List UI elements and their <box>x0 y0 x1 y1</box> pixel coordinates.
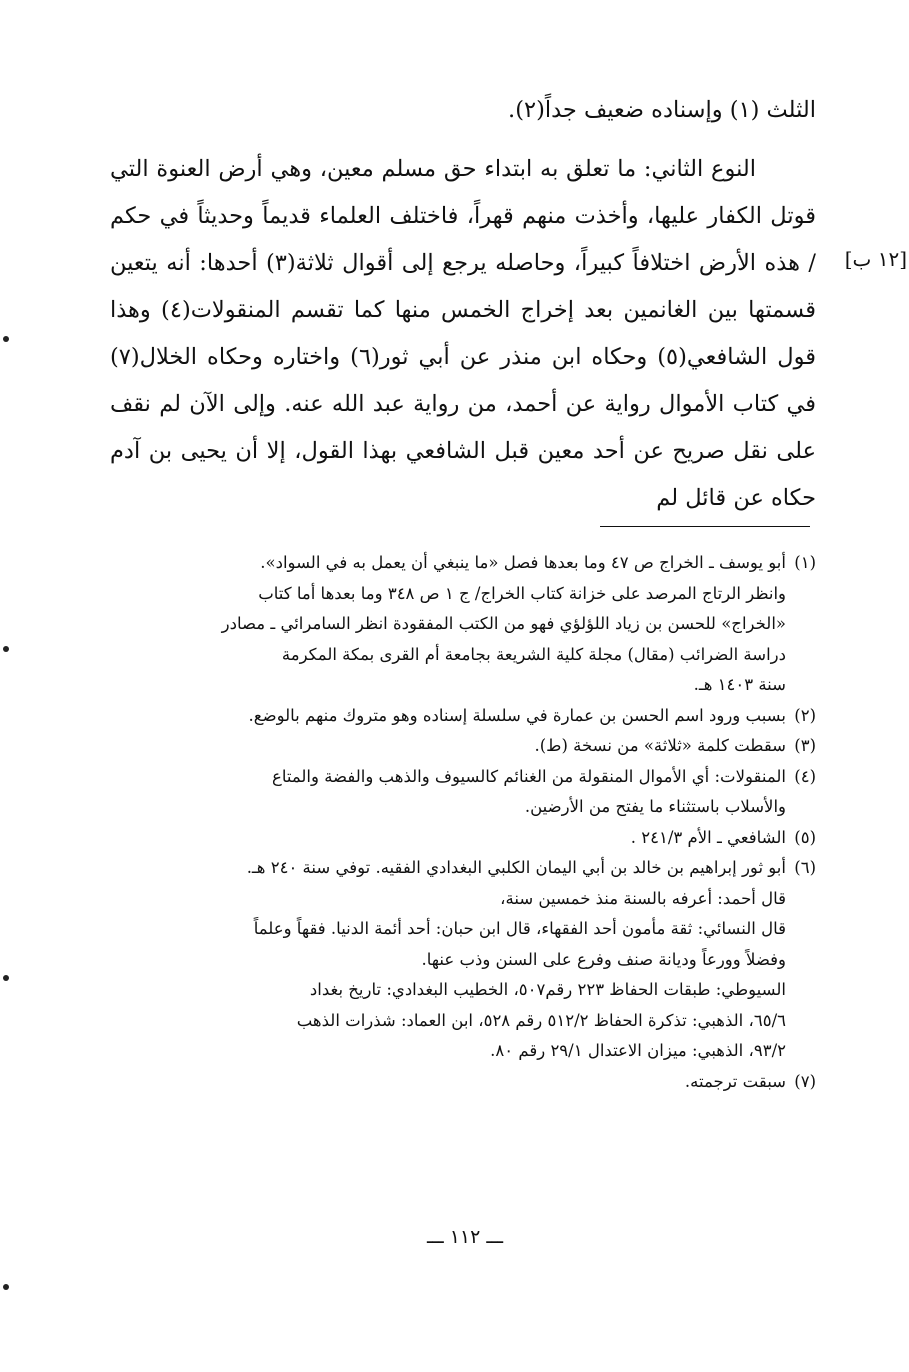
footnote-text <box>112 853 786 1067</box>
footnote <box>112 548 816 701</box>
footnote-text <box>112 1067 786 1098</box>
footnote <box>112 731 816 762</box>
main-text <box>110 88 816 522</box>
footnote <box>112 853 816 1067</box>
footnotes <box>112 548 816 1097</box>
footnote-line: بسبب ورود اسم الحسن بن عمارة في سلسلة إسناده وهو متروك منهم بالوضع. <box>248 705 786 725</box>
footnote-line: وفضلاً وورعاً وديانة صنف وفرع على السنن وذب عنها. <box>421 949 786 969</box>
footnote-line: سبقت ترجمته. <box>684 1071 786 1091</box>
footnote <box>112 1067 816 1098</box>
main-paragraph: النوع الثاني: ما تعلق به ابتداء حق مسلم معين، وهي أرض العنوة التي قوتل الكفار عليها، وأخذت منهم قهراً، فاختلف العلماء قديماً وحديثاً في حكم / هذه الأرض اختلافاً كبيراً، وحاصله يرجع إلى أقوال ثلاثة(٣) أحدها: أنه يتعين قسمتها بين الغانمين بعد إخراج الخمس منها كما تقسم المنقولات(٤) وهذا قول الشافعي(٥) وحكاه ابن منذر عن أبي ثور(٦) واختاره وحكاه الخلال(٧) في كتاب الأموال رواية عن أحمد، من رواية عبد الله عنه. وإلى الآن لم نقف على نقل صريح عن أحد معين قبل الشافعي بهذا القول، إلا أن يحيى بن آدم حكاه عن قائل لم <box>110 156 816 511</box>
footnote-line: السيوطي: طبقات الحفاظ ٢٢٣ رقم٥٠٧، الخطيب البغدادي: تاريخ بغداد <box>309 980 786 999</box>
scan-speck <box>3 336 9 342</box>
footnote-number: (٣) <box>794 736 816 755</box>
footnote-line: والأسلاب باستثناء ما يفتح من الأرضين. <box>524 797 786 816</box>
footnote-line: قال النسائي: ثقة مأمون أحد الفقهاء، قال ابن حبان: أحد أئمة الدنيا. فقهاً وعلماً <box>253 919 786 938</box>
footnote <box>112 701 816 732</box>
footnote-text <box>112 701 786 732</box>
footnote-line: وانظر الرتاج المرصد على خزانة كتاب الخراج/ ج ١ ص ٣٤٨ وما بعدها أما كتاب <box>258 583 786 603</box>
footnote-number: (٦) <box>794 858 816 877</box>
footnote-line: المنقولات: أي الأموال المنقولة من الغنائم كالسيوف والذهب والفضة والمتاع <box>272 766 786 786</box>
footnote-number: (٢) <box>794 705 816 725</box>
scan-speck <box>3 646 9 652</box>
footnote-line: ٦٥/٦، الذهبي: تذكرة الحفاظ ٥١٢/٢ رقم ٥٢٨، ابن العماد: شذرات الذهب <box>296 1010 786 1030</box>
manuscript-folio-marker: [١٢ ب] <box>844 247 907 271</box>
footnote-separator <box>600 526 810 527</box>
footnote-line: ٩٣/٢، الذهبي: ميزان الاعتدال ٢٩/١ رقم ٨٠. <box>490 1041 786 1060</box>
footnote-text <box>112 762 786 823</box>
footnote-line: أبو ثور إبراهيم بن خالد بن أبي اليمان الكلبي البغدادي الفقيه. توفي سنة ٢٤٠ هـ. <box>246 858 786 877</box>
footnote-line: قال أحمد: أعرفه بالسنة منذ خمسين سنة، <box>500 888 786 908</box>
footnote <box>112 762 816 823</box>
footnote-line: أبو يوسف ـ الخراج ص ٤٧ وما بعدها فصل «ما ينبغي أن يعمل به في السواد». <box>260 553 786 572</box>
footnote-line: دراسة الضرائب (مقال) مجلة كلية الشريعة بجامعة أم القرى بمكة المكرمة <box>281 644 786 664</box>
footnote-text <box>112 731 786 762</box>
footnote-line: سنة ١٤٠٣ هـ. <box>693 675 786 694</box>
footnote-text <box>112 823 786 854</box>
page-number: ـــ ١١٢ ـــ <box>426 1226 504 1248</box>
footnote-line: الشافعي ـ الأم ٢٤١/٣ . <box>630 827 786 847</box>
opening-line: الثلث (١) وإسناده ضعيف جداً(٢). <box>508 97 816 123</box>
footnote-line: «الخراج» للحسن بن زياد اللؤلؤي فهو من الكتب المفقودة انظر السامرائي ـ مصادر <box>221 614 786 633</box>
footnote-text <box>112 548 786 701</box>
footnote <box>112 823 816 854</box>
scan-speck <box>3 1284 9 1290</box>
footnote-line: سقطت كلمة «ثلاثة» من نسخة (ط). <box>534 736 786 755</box>
footnote-number: (٤) <box>794 766 816 786</box>
footnote-number: (٥) <box>794 827 816 847</box>
scan-speck <box>3 975 9 981</box>
footnote-number: (١) <box>794 553 816 572</box>
footnote-number: (٧) <box>794 1071 816 1091</box>
